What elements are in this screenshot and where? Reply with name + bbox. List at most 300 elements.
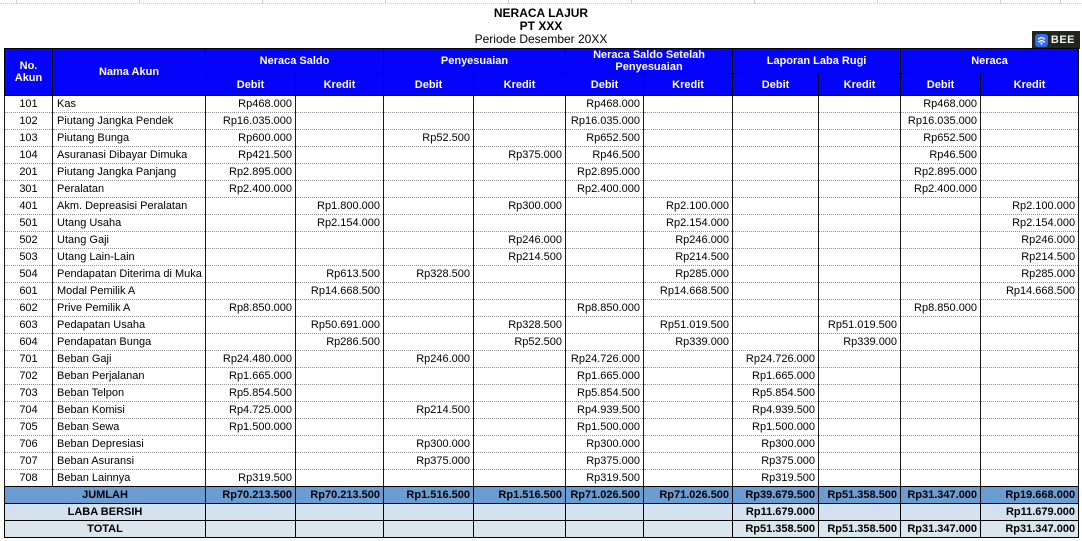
cell-penyesuaian-debit: Rp246.000 bbox=[384, 351, 474, 368]
cell-nssp-debit: Rp300.000 bbox=[566, 436, 644, 453]
report-period: Periode Desember 20XX bbox=[474, 32, 608, 46]
cell-neraca-debit bbox=[901, 385, 981, 402]
cell-account-number: 708 bbox=[5, 470, 53, 487]
cell-nssp-kredit: Rp71.026.500 bbox=[644, 487, 733, 504]
cell-account-number: 707 bbox=[5, 453, 53, 470]
cell-account-number: 704 bbox=[5, 402, 53, 419]
cell-neraca-saldo-kredit bbox=[296, 96, 384, 113]
cell-neraca-saldo-debit: Rp2.400.000 bbox=[206, 181, 296, 198]
header-kredit: Kredit bbox=[819, 74, 901, 96]
cell-nssp-debit: Rp1.500.000 bbox=[566, 419, 644, 436]
neraca-lajur-table bbox=[4, 48, 1079, 538]
cell-nssp-kredit bbox=[644, 453, 733, 470]
cell-penyesuaian-kredit bbox=[474, 385, 566, 402]
cell-nssp-kredit: Rp14.668.500 bbox=[644, 283, 733, 300]
cell-nssp-debit: Rp71.026.500 bbox=[566, 487, 644, 504]
cell-laba-rugi-kredit bbox=[819, 130, 901, 147]
table-row bbox=[5, 300, 1079, 317]
cell-neraca-debit bbox=[901, 334, 981, 351]
cell-nssp-kredit: Rp246.000 bbox=[644, 232, 733, 249]
header-debit: Debit bbox=[901, 74, 981, 96]
cell-penyesuaian-debit bbox=[384, 181, 474, 198]
cell-neraca-saldo-kredit: Rp613.500 bbox=[296, 266, 384, 283]
cell-penyesuaian-debit bbox=[384, 147, 474, 164]
cell-neraca-saldo-debit: Rp4.725.000 bbox=[206, 402, 296, 419]
cell-neraca-debit: Rp31.347.000 bbox=[901, 487, 981, 504]
cell-neraca-saldo-kredit bbox=[296, 453, 384, 470]
cell-penyesuaian-debit: Rp328.500 bbox=[384, 266, 474, 283]
header-group-laporan-laba-rugi: Laporan Laba Rugi bbox=[733, 49, 901, 74]
cell-nssp-kredit: Rp2.154.000 bbox=[644, 215, 733, 232]
cell-account-name: Beban Perjalanan bbox=[53, 368, 206, 385]
cell-nssp-kredit: Rp2.100.000 bbox=[644, 198, 733, 215]
cell-laba-rugi-debit: Rp1.665.000 bbox=[733, 368, 819, 385]
cell-nssp-kredit: Rp51.019.500 bbox=[644, 317, 733, 334]
cell-neraca-kredit bbox=[981, 317, 1079, 334]
cell-laba-rugi-debit bbox=[733, 334, 819, 351]
cell-nssp-kredit bbox=[644, 113, 733, 130]
cell-penyesuaian-debit bbox=[384, 317, 474, 334]
bee-logo-text: BEE bbox=[1050, 34, 1075, 46]
bee-logo bbox=[1032, 31, 1080, 49]
cell-neraca-kredit bbox=[981, 164, 1079, 181]
cell-neraca-debit bbox=[901, 504, 981, 521]
table-body bbox=[5, 96, 1079, 487]
cell-account-name: Beban Lainnya bbox=[53, 470, 206, 487]
cell-neraca-saldo-debit: Rp70.213.500 bbox=[206, 487, 296, 504]
cell-neraca-saldo-kredit bbox=[296, 385, 384, 402]
cell-penyesuaian-kredit bbox=[474, 436, 566, 453]
cell-neraca-saldo-kredit: Rp1.800.000 bbox=[296, 198, 384, 215]
cell-laba-rugi-debit: Rp319.500 bbox=[733, 470, 819, 487]
cell-penyesuaian-debit bbox=[384, 385, 474, 402]
table-row bbox=[5, 181, 1079, 198]
cell-laba-rugi-kredit bbox=[819, 96, 901, 113]
cell-neraca-kredit: Rp31.347.000 bbox=[981, 521, 1079, 538]
company-name: PT XXX bbox=[519, 19, 563, 33]
cell-account-number: 602 bbox=[5, 300, 53, 317]
cell-neraca-kredit: Rp14.668.500 bbox=[981, 283, 1079, 300]
cell-account-name: Beban Sewa bbox=[53, 419, 206, 436]
table-row bbox=[5, 113, 1079, 130]
cell-penyesuaian-kredit: Rp246.000 bbox=[474, 232, 566, 249]
cell-nssp-debit: Rp2.400.000 bbox=[566, 181, 644, 198]
cell-penyesuaian-kredit: Rp375.000 bbox=[474, 147, 566, 164]
cell-penyesuaian-debit bbox=[384, 419, 474, 436]
cell-nssp-kredit bbox=[644, 181, 733, 198]
cell-neraca-debit bbox=[901, 198, 981, 215]
cell-neraca-kredit bbox=[981, 419, 1079, 436]
cell-laba-rugi-kredit bbox=[819, 266, 901, 283]
cell-neraca-kredit: Rp214.500 bbox=[981, 249, 1079, 266]
cell-neraca-debit bbox=[901, 215, 981, 232]
cell-nssp-kredit bbox=[644, 385, 733, 402]
cell-penyesuaian-debit bbox=[384, 300, 474, 317]
summary-row bbox=[5, 521, 1079, 538]
cell-neraca-debit bbox=[901, 266, 981, 283]
cell-penyesuaian-kredit bbox=[474, 402, 566, 419]
cell-account-number: 501 bbox=[5, 215, 53, 232]
cell-neraca-debit bbox=[901, 402, 981, 419]
summary-row-label: LABA BERSIH bbox=[5, 504, 206, 521]
cell-penyesuaian-debit bbox=[384, 334, 474, 351]
cell-laba-rugi-kredit bbox=[819, 198, 901, 215]
cell-laba-rugi-debit bbox=[733, 113, 819, 130]
cell-neraca-kredit: Rp2.154.000 bbox=[981, 215, 1079, 232]
cell-laba-rugi-debit: Rp11.679.000 bbox=[733, 504, 819, 521]
cell-laba-rugi-debit bbox=[733, 283, 819, 300]
cell-neraca-saldo-kredit bbox=[296, 130, 384, 147]
header-group-penyesuaian: Penyesuaian bbox=[384, 49, 566, 74]
header-group-neraca-saldo-setelah-penyesuaian: Neraca Saldo Setelah Penyesuaian bbox=[566, 49, 733, 74]
cell-penyesuaian-debit bbox=[384, 96, 474, 113]
cell-nssp-debit bbox=[566, 334, 644, 351]
cell-laba-rugi-kredit bbox=[819, 402, 901, 419]
cell-neraca-kredit bbox=[981, 300, 1079, 317]
cell-penyesuaian-debit bbox=[384, 215, 474, 232]
table-row bbox=[5, 130, 1079, 147]
cell-account-name: Utang Usaha bbox=[53, 215, 206, 232]
cell-nssp-kredit: Rp214.500 bbox=[644, 249, 733, 266]
summary-row-label: JUMLAH bbox=[5, 487, 206, 504]
cell-laba-rugi-debit bbox=[733, 130, 819, 147]
cell-neraca-saldo-debit bbox=[206, 215, 296, 232]
cell-neraca-saldo-debit bbox=[206, 283, 296, 300]
cell-neraca-debit bbox=[901, 232, 981, 249]
cell-account-name: Piutang Bunga bbox=[53, 130, 206, 147]
report-title: NERACA LAJUR bbox=[493, 6, 589, 20]
cell-neraca-debit bbox=[901, 249, 981, 266]
cell-neraca-saldo-debit: Rp468.000 bbox=[206, 96, 296, 113]
cell-nssp-debit bbox=[566, 249, 644, 266]
cell-neraca-debit bbox=[901, 453, 981, 470]
cell-neraca-debit bbox=[901, 317, 981, 334]
header-nama-akun: Nama Akun bbox=[53, 49, 206, 96]
report-title-block bbox=[0, 7, 1082, 46]
cell-neraca-saldo-kredit bbox=[296, 521, 384, 538]
cell-neraca-saldo-debit bbox=[206, 453, 296, 470]
cell-nssp-kredit bbox=[644, 368, 733, 385]
cell-account-number: 701 bbox=[5, 351, 53, 368]
cell-account-name: Pendapatan Bunga bbox=[53, 334, 206, 351]
header-kredit: Kredit bbox=[644, 74, 733, 96]
cell-laba-rugi-kredit bbox=[819, 351, 901, 368]
cell-neraca-debit bbox=[901, 470, 981, 487]
cell-penyesuaian-debit bbox=[384, 368, 474, 385]
cell-neraca-debit: Rp468.000 bbox=[901, 96, 981, 113]
cell-neraca-saldo-debit: Rp5.854.500 bbox=[206, 385, 296, 402]
cell-neraca-kredit bbox=[981, 96, 1079, 113]
cell-nssp-debit: Rp5.854.500 bbox=[566, 385, 644, 402]
cell-penyesuaian-debit bbox=[384, 198, 474, 215]
cell-penyesuaian-debit bbox=[384, 521, 474, 538]
cell-penyesuaian-debit bbox=[384, 283, 474, 300]
summary-row bbox=[5, 504, 1079, 521]
cell-neraca-saldo-debit: Rp8.850.000 bbox=[206, 300, 296, 317]
header-debit: Debit bbox=[206, 74, 296, 96]
cell-nssp-debit bbox=[566, 198, 644, 215]
cell-penyesuaian-kredit bbox=[474, 266, 566, 283]
cell-laba-rugi-debit: Rp4.939.500 bbox=[733, 402, 819, 419]
cell-neraca-saldo-kredit bbox=[296, 300, 384, 317]
header-debit: Debit bbox=[566, 74, 644, 96]
table-row bbox=[5, 402, 1079, 419]
cell-nssp-debit: Rp1.665.000 bbox=[566, 368, 644, 385]
cell-neraca-debit bbox=[901, 436, 981, 453]
cell-account-number: 603 bbox=[5, 317, 53, 334]
cell-nssp-kredit bbox=[644, 402, 733, 419]
header-debit: Debit bbox=[384, 74, 474, 96]
cell-account-number: 604 bbox=[5, 334, 53, 351]
table-row bbox=[5, 453, 1079, 470]
cell-penyesuaian-debit bbox=[384, 470, 474, 487]
cell-account-name: Modal Pemilik A bbox=[53, 283, 206, 300]
cell-penyesuaian-debit bbox=[384, 504, 474, 521]
cell-account-number: 401 bbox=[5, 198, 53, 215]
cell-laba-rugi-debit bbox=[733, 215, 819, 232]
cell-penyesuaian-kredit bbox=[474, 181, 566, 198]
cell-laba-rugi-kredit bbox=[819, 249, 901, 266]
cell-nssp-kredit bbox=[644, 419, 733, 436]
cell-nssp-kredit bbox=[644, 351, 733, 368]
table-row bbox=[5, 164, 1079, 181]
cell-account-name: Utang Gaji bbox=[53, 232, 206, 249]
header-debit: Debit bbox=[733, 74, 819, 96]
cell-nssp-debit: Rp2.895.000 bbox=[566, 164, 644, 181]
cell-account-number: 201 bbox=[5, 164, 53, 181]
table-row bbox=[5, 317, 1079, 334]
table-row bbox=[5, 385, 1079, 402]
header-no-akun: No. Akun bbox=[5, 49, 53, 96]
cell-laba-rugi-debit bbox=[733, 317, 819, 334]
cell-penyesuaian-kredit bbox=[474, 419, 566, 436]
cell-penyesuaian-kredit: Rp52.500 bbox=[474, 334, 566, 351]
cell-laba-rugi-kredit bbox=[819, 147, 901, 164]
cell-neraca-saldo-debit: Rp1.665.000 bbox=[206, 368, 296, 385]
cell-nssp-debit bbox=[566, 521, 644, 538]
cell-account-name: Kas bbox=[53, 96, 206, 113]
cell-account-name: Prive Pemilik A bbox=[53, 300, 206, 317]
cell-nssp-kredit: Rp339.000 bbox=[644, 334, 733, 351]
cell-neraca-saldo-debit bbox=[206, 504, 296, 521]
cell-account-name: Pendapatan Diterima di Muka bbox=[53, 266, 206, 283]
cell-laba-rugi-debit: Rp300.000 bbox=[733, 436, 819, 453]
cell-neraca-kredit bbox=[981, 470, 1079, 487]
sheet-top-gridline bbox=[0, 0, 1082, 4]
cell-nssp-kredit bbox=[644, 436, 733, 453]
cell-account-number: 703 bbox=[5, 385, 53, 402]
cell-account-number: 301 bbox=[5, 181, 53, 198]
cell-account-number: 102 bbox=[5, 113, 53, 130]
cell-neraca-saldo-kredit bbox=[296, 147, 384, 164]
cell-nssp-debit bbox=[566, 504, 644, 521]
cell-neraca-kredit bbox=[981, 351, 1079, 368]
header-kredit: Kredit bbox=[474, 74, 566, 96]
cell-neraca-saldo-kredit bbox=[296, 249, 384, 266]
table-row bbox=[5, 470, 1079, 487]
cell-penyesuaian-kredit bbox=[474, 130, 566, 147]
cell-penyesuaian-kredit bbox=[474, 96, 566, 113]
cell-laba-rugi-debit: Rp5.854.500 bbox=[733, 385, 819, 402]
cell-laba-rugi-kredit bbox=[819, 232, 901, 249]
cell-penyesuaian-debit bbox=[384, 164, 474, 181]
cell-neraca-saldo-debit bbox=[206, 334, 296, 351]
cell-neraca-debit: Rp652.500 bbox=[901, 130, 981, 147]
summary-row bbox=[5, 487, 1079, 504]
cell-nssp-debit bbox=[566, 317, 644, 334]
cell-neraca-saldo-debit: Rp319.500 bbox=[206, 470, 296, 487]
cell-laba-rugi-kredit: Rp339.000 bbox=[819, 334, 901, 351]
cell-neraca-saldo-debit bbox=[206, 266, 296, 283]
cell-penyesuaian-debit: Rp1.516.500 bbox=[384, 487, 474, 504]
cell-nssp-debit bbox=[566, 283, 644, 300]
cell-nssp-debit: Rp8.850.000 bbox=[566, 300, 644, 317]
cell-nssp-debit: Rp319.500 bbox=[566, 470, 644, 487]
cell-neraca-saldo-kredit bbox=[296, 232, 384, 249]
cell-nssp-kredit bbox=[644, 130, 733, 147]
cell-penyesuaian-kredit bbox=[474, 215, 566, 232]
header-group-neraca: Neraca bbox=[901, 49, 1079, 74]
cell-laba-rugi-kredit bbox=[819, 385, 901, 402]
cell-penyesuaian-kredit: Rp214.500 bbox=[474, 249, 566, 266]
cell-neraca-saldo-kredit bbox=[296, 436, 384, 453]
cell-nssp-kredit bbox=[644, 164, 733, 181]
cell-laba-rugi-kredit bbox=[819, 504, 901, 521]
cell-neraca-saldo-kredit bbox=[296, 351, 384, 368]
cell-neraca-debit: Rp46.500 bbox=[901, 147, 981, 164]
cell-nssp-debit: Rp24.726.000 bbox=[566, 351, 644, 368]
cell-neraca-debit bbox=[901, 368, 981, 385]
cell-neraca-kredit: Rp19.668.000 bbox=[981, 487, 1079, 504]
cell-neraca-kredit bbox=[981, 368, 1079, 385]
cell-laba-rugi-kredit bbox=[819, 300, 901, 317]
cell-nssp-kredit bbox=[644, 96, 733, 113]
cell-nssp-kredit bbox=[644, 470, 733, 487]
cell-neraca-kredit bbox=[981, 385, 1079, 402]
cell-laba-rugi-debit bbox=[733, 96, 819, 113]
cell-laba-rugi-debit: Rp51.358.500 bbox=[733, 521, 819, 538]
cell-neraca-kredit bbox=[981, 147, 1079, 164]
cell-neraca-kredit: Rp11.679.000 bbox=[981, 504, 1079, 521]
cell-neraca-kredit bbox=[981, 453, 1079, 470]
cell-laba-rugi-kredit: Rp51.358.500 bbox=[819, 521, 901, 538]
header-group-neraca-saldo: Neraca Saldo bbox=[206, 49, 384, 74]
cell-neraca-saldo-debit bbox=[206, 249, 296, 266]
cell-neraca-debit: Rp2.895.000 bbox=[901, 164, 981, 181]
cell-neraca-saldo-kredit bbox=[296, 164, 384, 181]
table-footer bbox=[5, 487, 1079, 538]
cell-penyesuaian-debit bbox=[384, 113, 474, 130]
table-header bbox=[5, 49, 1079, 96]
cell-laba-rugi-kredit bbox=[819, 453, 901, 470]
cell-laba-rugi-debit bbox=[733, 232, 819, 249]
cell-account-name: Beban Gaji bbox=[53, 351, 206, 368]
cell-account-name: Utang Lain-Lain bbox=[53, 249, 206, 266]
cell-laba-rugi-debit bbox=[733, 198, 819, 215]
table-row bbox=[5, 147, 1079, 164]
cell-account-number: 504 bbox=[5, 266, 53, 283]
cell-laba-rugi-kredit bbox=[819, 419, 901, 436]
cell-neraca-saldo-debit bbox=[206, 521, 296, 538]
cell-nssp-kredit bbox=[644, 521, 733, 538]
cell-neraca-kredit: Rp285.000 bbox=[981, 266, 1079, 283]
cell-neraca-debit: Rp31.347.000 bbox=[901, 521, 981, 538]
cell-neraca-saldo-kredit bbox=[296, 181, 384, 198]
cell-neraca-saldo-debit bbox=[206, 232, 296, 249]
cell-laba-rugi-debit bbox=[733, 164, 819, 181]
cell-neraca-kredit bbox=[981, 113, 1079, 130]
cell-laba-rugi-kredit bbox=[819, 283, 901, 300]
cell-neraca-saldo-kredit bbox=[296, 402, 384, 419]
cell-penyesuaian-kredit bbox=[474, 504, 566, 521]
cell-neraca-saldo-debit: Rp600.000 bbox=[206, 130, 296, 147]
cell-nssp-debit bbox=[566, 232, 644, 249]
cell-neraca-saldo-kredit bbox=[296, 470, 384, 487]
cell-neraca-debit bbox=[901, 419, 981, 436]
cell-neraca-saldo-kredit bbox=[296, 504, 384, 521]
cell-neraca-debit bbox=[901, 351, 981, 368]
cell-neraca-kredit bbox=[981, 402, 1079, 419]
cell-account-name: Beban Depresiasi bbox=[53, 436, 206, 453]
cell-neraca-saldo-debit: Rp421.500 bbox=[206, 147, 296, 164]
cell-neraca-saldo-kredit: Rp14.668.500 bbox=[296, 283, 384, 300]
table-row bbox=[5, 436, 1079, 453]
table-row bbox=[5, 232, 1079, 249]
cell-penyesuaian-kredit bbox=[474, 368, 566, 385]
cell-neraca-saldo-kredit: Rp2.154.000 bbox=[296, 215, 384, 232]
cell-account-number: 601 bbox=[5, 283, 53, 300]
cell-nssp-kredit: Rp285.000 bbox=[644, 266, 733, 283]
table-row bbox=[5, 249, 1079, 266]
cell-nssp-debit: Rp4.939.500 bbox=[566, 402, 644, 419]
cell-neraca-saldo-kredit: Rp70.213.500 bbox=[296, 487, 384, 504]
bee-logo-icon bbox=[1035, 34, 1048, 47]
cell-penyesuaian-kredit bbox=[474, 470, 566, 487]
cell-account-name: Beban Asuransi bbox=[53, 453, 206, 470]
cell-neraca-kredit: Rp2.100.000 bbox=[981, 198, 1079, 215]
cell-account-number: 706 bbox=[5, 436, 53, 453]
cell-laba-rugi-debit bbox=[733, 300, 819, 317]
cell-penyesuaian-kredit: Rp300.000 bbox=[474, 198, 566, 215]
cell-neraca-saldo-debit bbox=[206, 198, 296, 215]
cell-account-name: Asuranasi Dibayar Dimuka bbox=[53, 147, 206, 164]
cell-neraca-saldo-kredit bbox=[296, 368, 384, 385]
cell-account-name: Akm. Depreasisi Peralatan bbox=[53, 198, 206, 215]
cell-penyesuaian-kredit bbox=[474, 283, 566, 300]
cell-laba-rugi-kredit bbox=[819, 113, 901, 130]
cell-penyesuaian-kredit bbox=[474, 113, 566, 130]
cell-laba-rugi-kredit bbox=[819, 368, 901, 385]
cell-nssp-debit: Rp16.035.000 bbox=[566, 113, 644, 130]
cell-nssp-kredit bbox=[644, 504, 733, 521]
cell-account-number: 702 bbox=[5, 368, 53, 385]
cell-laba-rugi-debit: Rp24.726.000 bbox=[733, 351, 819, 368]
table-row bbox=[5, 368, 1079, 385]
cell-account-name: Piutang Jangka Pendek bbox=[53, 113, 206, 130]
cell-neraca-saldo-kredit bbox=[296, 419, 384, 436]
cell-nssp-kredit bbox=[644, 147, 733, 164]
cell-neraca-saldo-debit: Rp2.895.000 bbox=[206, 164, 296, 181]
cell-laba-rugi-kredit: Rp51.358.500 bbox=[819, 487, 901, 504]
cell-laba-rugi-kredit bbox=[819, 181, 901, 198]
cell-account-name: Beban Telpon bbox=[53, 385, 206, 402]
cell-account-number: 705 bbox=[5, 419, 53, 436]
cell-penyesuaian-debit: Rp375.000 bbox=[384, 453, 474, 470]
header-kredit: Kredit bbox=[981, 74, 1079, 96]
cell-account-name: Beban Komisi bbox=[53, 402, 206, 419]
cell-laba-rugi-debit bbox=[733, 147, 819, 164]
cell-laba-rugi-debit: Rp39.679.500 bbox=[733, 487, 819, 504]
